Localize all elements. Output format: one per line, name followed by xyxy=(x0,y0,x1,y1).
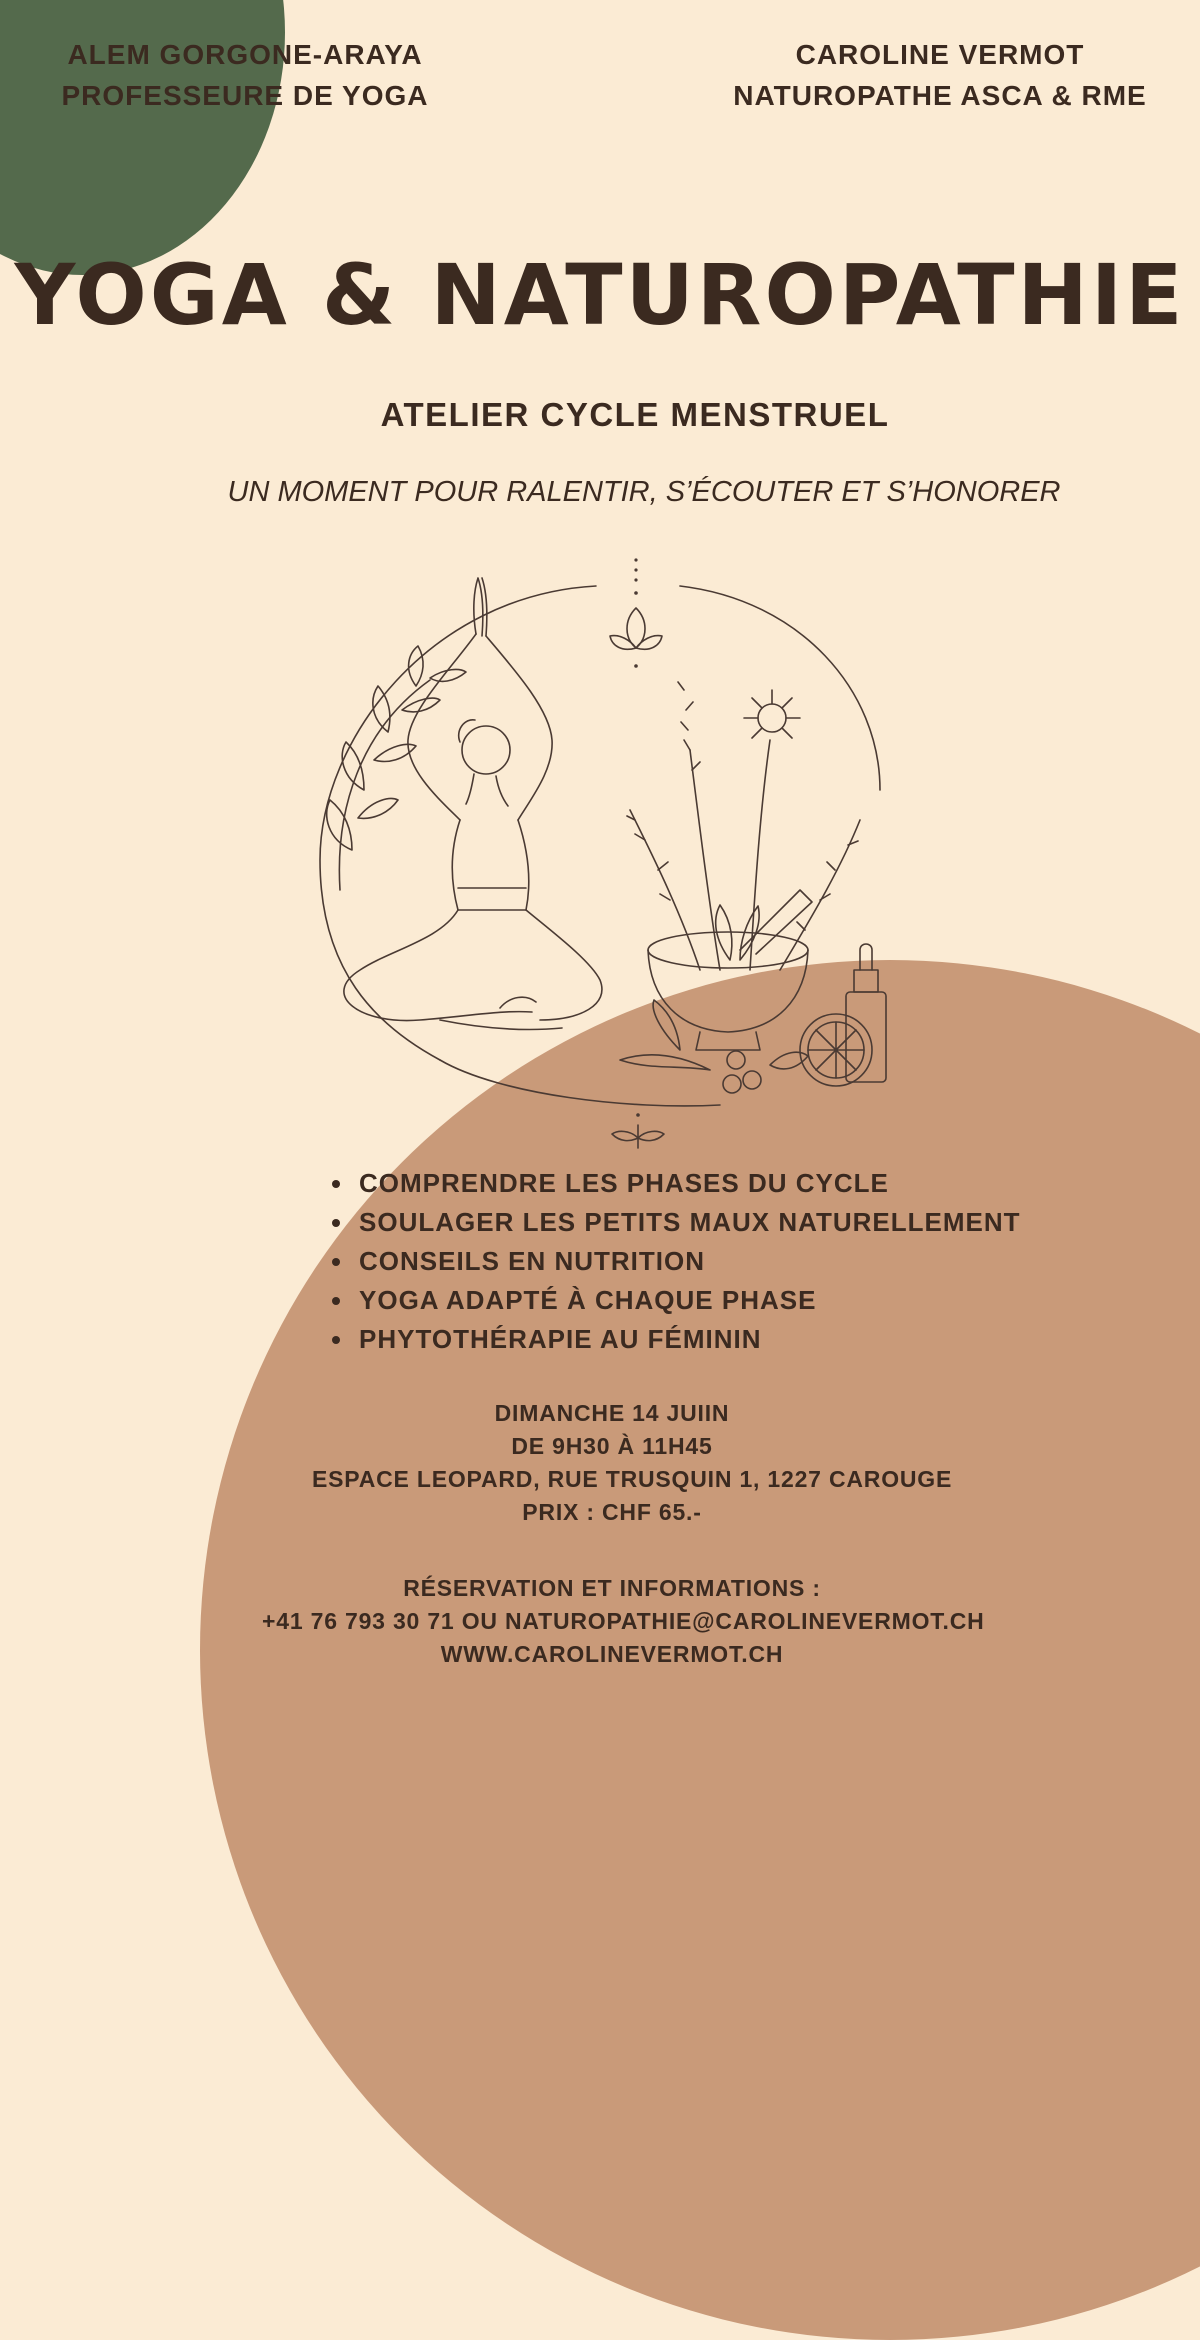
leaf-branch-icon xyxy=(327,646,466,890)
yoga-teacher-name: ALEM GORGONE-ARAYA xyxy=(67,39,423,70)
workshop-subtitle: ATELIER CYCLE MENSTRUEL xyxy=(380,396,890,433)
yoga-teacher-block xyxy=(40,34,450,116)
topic-item: • PHYTOTHÉRAPIE AU FÉMININ xyxy=(355,1320,1021,1359)
yoga-woman-icon xyxy=(344,578,602,1030)
contact-details xyxy=(262,1572,985,1671)
lotus-icon xyxy=(610,558,662,667)
herbs-icon xyxy=(627,682,860,970)
topic-item: • CONSEILS EN NUTRITION xyxy=(355,1242,1021,1281)
event-time: DE 9H30 À 11H45 xyxy=(511,1433,713,1459)
sprout-icon xyxy=(612,1113,664,1148)
topic-item: • COMPRENDRE LES PHASES DU CYCLE xyxy=(355,1164,1021,1203)
topic-item: • YOGA ADAPTÉ À CHAQUE PHASE xyxy=(355,1281,1021,1320)
contact-website: WWW.CAROLINEVERMOT.CH xyxy=(440,1641,784,1667)
naturopath-name: CAROLINE VERMOT xyxy=(795,39,1085,70)
contact-phone-email: +41 76 793 30 71 OU NATUROPATHIE@CAROLINEVERMOT.CH xyxy=(262,1608,985,1634)
event-details xyxy=(312,1397,953,1529)
orange-slice-icon xyxy=(800,1014,872,1086)
workshop-topics-list xyxy=(330,1164,1021,1359)
yoga-teacher-role: PROFESSEURE DE YOGA xyxy=(61,80,429,111)
dropper-bottle-icon xyxy=(846,944,886,1082)
contact-label: RÉSERVATION ET INFORMATIONS : xyxy=(403,1575,821,1601)
event-date: DIMANCHE 14 JUIIN xyxy=(494,1400,730,1426)
page-title: YOGA & NATUROPATHIE xyxy=(14,246,1186,344)
naturopath-block xyxy=(720,34,1160,116)
event-place: ESPACE LEOPARD, RUE TRUSQUIN 1, 1227 CAROUGE xyxy=(312,1466,953,1492)
event-price: PRIX : CHF 65.- xyxy=(522,1499,702,1525)
mortar-pestle-icon xyxy=(648,890,812,1050)
topic-item: • SOULAGER LES PETITS MAUX NATURELLEMENT xyxy=(355,1203,1021,1242)
tagline: UN MOMENT POUR RALENTIR, S’ÉCOUTER ET S’HONORER xyxy=(227,476,1061,508)
yoga-naturopathy-illustration xyxy=(300,550,940,1150)
naturopath-role: NATUROPATHE ASCA & RME xyxy=(733,80,1147,111)
frame-arc-right xyxy=(680,586,880,790)
